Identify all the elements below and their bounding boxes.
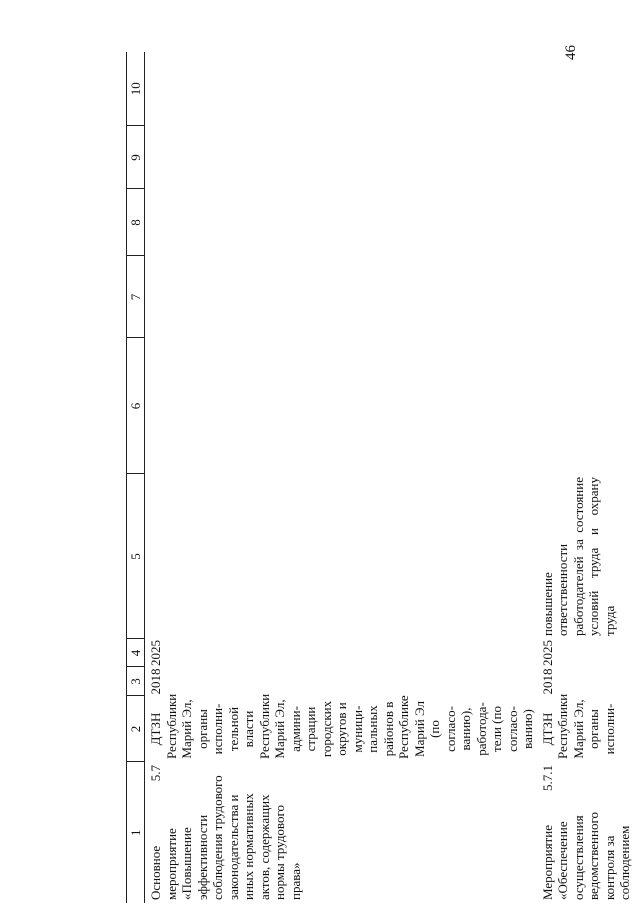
activity-name: Мероприятие «Обеспечение осуществления ведомственного контроля за соблюдением <box>539 812 632 900</box>
column-header: 6 <box>127 338 145 474</box>
activity-name: Основное мероприятие «Повышение эффективности соблюдения трудового законодательства и иных нормативных актов, содержащих нормы трудового права» <box>148 775 303 900</box>
table-row <box>536 52 633 903</box>
end-year: 2025 <box>539 640 555 666</box>
activity-number: 5.7 <box>148 765 163 782</box>
start-year: 2018 <box>539 668 555 695</box>
empty-cell <box>536 338 633 474</box>
column-header: 5 <box>127 474 145 639</box>
activities-table <box>126 52 633 903</box>
column-header: 8 <box>127 189 145 256</box>
empty-cell <box>536 189 633 256</box>
empty-cell <box>536 126 633 189</box>
table-row <box>145 52 536 903</box>
empty-cell <box>145 189 536 256</box>
empty-cell <box>145 52 536 126</box>
rotated-page-content <box>126 52 632 903</box>
column-header: 10 <box>127 52 145 126</box>
empty-cell <box>536 52 633 126</box>
page-number: 46 <box>563 45 579 60</box>
column-header: 3 <box>127 667 145 696</box>
empty-cell <box>145 256 536 338</box>
end-year: 2025 <box>148 640 163 666</box>
empty-cell <box>145 338 536 474</box>
column-header: 1 <box>127 762 145 903</box>
expected-result <box>145 474 536 639</box>
activity-name-cell <box>536 762 633 903</box>
activity-number: 5.7.1 <box>539 765 555 791</box>
column-header: 4 <box>127 639 145 667</box>
empty-cell <box>145 126 536 189</box>
executor-cell: ДТЗН Республики Марий Эл, органы исполни-тельной власти Республики Марий Эл, админи-страции городских округов и муници-пальных районов в Республике Марий Эл (по согласо-ванию), работода-тели (по согласо-ванию) <box>148 693 535 759</box>
header-row <box>127 52 145 903</box>
column-header: 9 <box>127 126 145 189</box>
expected-result: повышение ответственности работодателей за состояние условий труда и охрану труда <box>539 477 617 636</box>
executor-cell: ДТЗН Республики Марий Эл, органы исполни- <box>539 693 617 759</box>
column-header: 7 <box>127 256 145 338</box>
start-year: 2018 <box>148 668 163 695</box>
activity-name-cell <box>145 762 536 903</box>
empty-cell <box>536 256 633 338</box>
column-header: 2 <box>127 696 145 762</box>
